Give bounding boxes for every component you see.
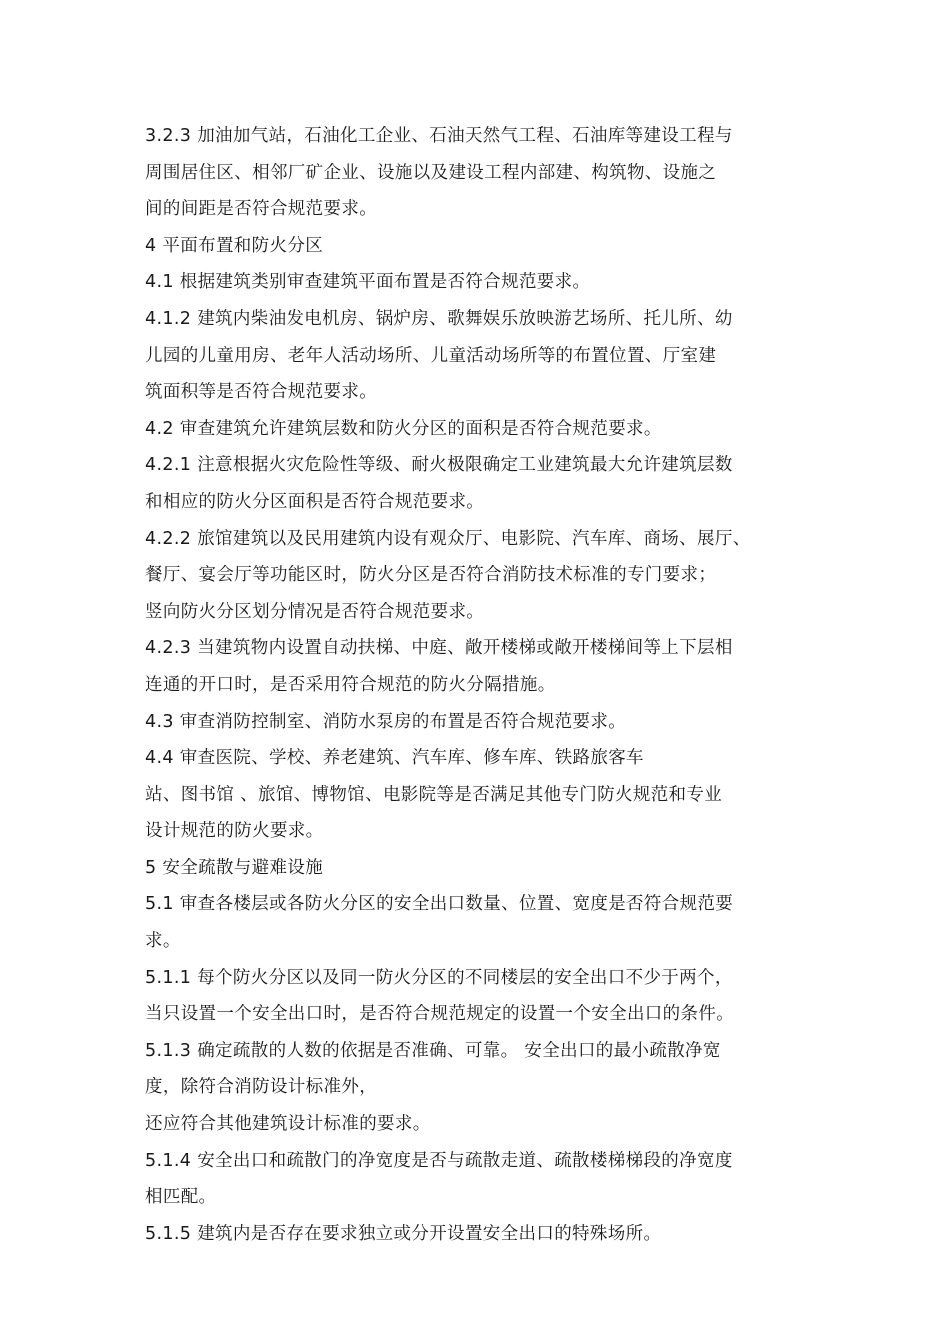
text-line: 4.4 审查医院、学校、养老建筑、汽车库、修车库、铁路旅客车 <box>145 748 644 769</box>
section-heading: 4 平面布置和防火分区 <box>145 235 324 256</box>
text-line: 间的间距是否符合规范要求。 <box>145 199 378 220</box>
text-line: 连通的开口时，是否采用符合规范的防火分隔措施。 <box>145 674 556 695</box>
text-line: 设计规范的防火要求。 <box>145 821 324 842</box>
text-line: 5.1.5 建筑内是否存在要求独立或分开设置安全出口的特殊场所。 <box>145 1223 662 1244</box>
text-line: 4.2 审查建筑允许建筑层数和防火分区的面积是否符合规范要求。 <box>145 418 662 439</box>
document-body <box>145 118 810 1252</box>
text-line: 相匹配。 <box>145 1187 217 1208</box>
text-line: 儿园的儿童用房、老年人活动场所、儿童活动场所等的布置位置、厅室建 <box>145 345 717 366</box>
text-line: 5.1.1 每个防火分区以及同一防火分区的不同楼层的安全出口不少于两个， <box>145 967 733 988</box>
text-line: 4.2.1 注意根据火灾危险性等级、耐火极限确定工业建筑最大允许建筑层数 <box>145 455 733 476</box>
section-heading: 5 安全疏散与避难设施 <box>145 857 324 878</box>
text-line: 4.2.3 当建筑物内设置自动扶梯、中庭、敞开楼梯或敞开楼梯间等上下层相 <box>145 638 733 659</box>
text-line: 还应符合其他建筑设计标准的要求。 <box>145 1114 431 1135</box>
text-line: 3.2.3 加油加气站，石油化工企业、石油天然气工程、石油库等建设工程与 <box>145 126 733 146</box>
text-line: 周围居住区、相邻厂矿企业、设施以及建设工程内部建、构筑物、设施之 <box>145 162 717 183</box>
text-line: 4.1.2 建筑内柴油发电机房、锅炉房、歌舞娱乐放映游艺场所、托儿所、幼 <box>145 308 733 329</box>
text-line: 4.2.2 旅馆建筑以及民用建筑内设有观众厅、电影院、汽车库、商场、展厅、 <box>145 528 751 549</box>
text-line: 竖向防火分区划分情况是否符合规范要求。 <box>145 601 485 622</box>
text-line: 和相应的防火分区面积是否符合规范要求。 <box>145 491 485 512</box>
text-line: 度，除符合消防设计标准外， <box>145 1077 378 1098</box>
text-line: 站、图书馆 、旅馆、博物馆、电影院等是否满足其他专门防火规范和专业 <box>145 784 723 805</box>
text-line: 5.1.4 安全出口和疏散门的净宽度是否与疏散走道、疏散楼梯梯段的净宽度 <box>145 1150 733 1171</box>
text-line: 餐厅、宴会厅等功能区时，防火分区是否符合消防技术标准的专门要求； <box>145 565 717 586</box>
text-line: 求。 <box>145 931 181 952</box>
text-line: 筑面积等是否符合规范要求。 <box>145 382 378 403</box>
text-line: 4.1 根据建筑类别审查建筑平面布置是否符合规范要求。 <box>145 272 591 293</box>
text-line: 4.3 审查消防控制室、消防水泵房的布置是否符合规范要求。 <box>145 711 627 732</box>
text-line: 5.1 审查各楼层或各防火分区的安全出口数量、位置、宽度是否符合规范要 <box>145 894 734 915</box>
text-line: 5.1.3 确定疏散的人数的依据是否准确、可靠。 安全出口的最小疏散净宽 <box>145 1040 721 1061</box>
text-line: 当只设置一个安全出口时，是否符合规范规定的设置一个安全出口的条件。 <box>145 1004 735 1025</box>
